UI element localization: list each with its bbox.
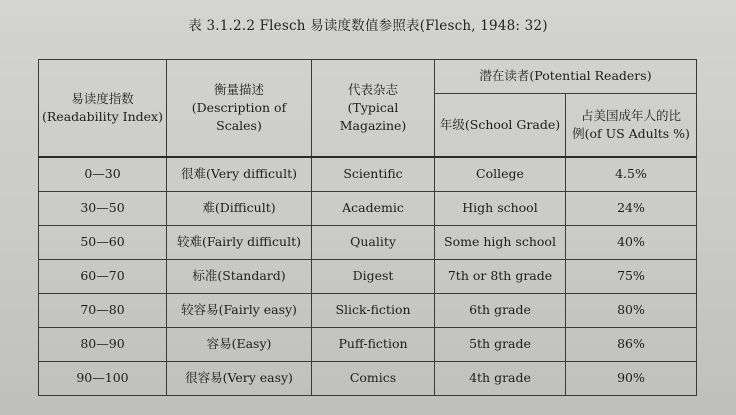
cell-scale: 标准(Standard)	[167, 260, 312, 294]
header-school-grade: 年级(School Grade)	[435, 94, 566, 158]
cell-index: 90—100	[39, 362, 167, 396]
header-us-adults-percent	[566, 94, 697, 158]
table-row	[39, 260, 697, 294]
cell-grade: 6th grade	[435, 294, 566, 328]
header-magazine-en: (Typical Magazine)	[339, 99, 407, 134]
flesch-readability-table	[38, 59, 697, 396]
cell-grade: 4th grade	[435, 362, 566, 396]
cell-adults: 40%	[566, 226, 697, 260]
header-scales-zh: 衡量描述	[213, 81, 264, 97]
cell-index: 70—80	[39, 294, 167, 328]
cell-scale: 容易(Easy)	[167, 328, 312, 362]
cell-magazine: Academic	[312, 192, 435, 226]
header-potential-readers: 潜在读者(Potential Readers)	[435, 60, 697, 94]
table-caption: 表 3.1.2.2 Flesch 易读度数值参照表(Flesch, 1948: 32)	[188, 18, 548, 34]
cell-scale: 很容易(Very easy)	[167, 362, 312, 396]
cell-scale: 较难(Fairly difficult)	[167, 226, 312, 260]
cell-adults: 86%	[566, 328, 697, 362]
table-row	[39, 226, 697, 260]
cell-adults: 4.5%	[566, 157, 697, 192]
header-description-of-scales	[167, 60, 312, 158]
cell-grade: College	[435, 157, 566, 192]
table-row	[39, 157, 697, 192]
header-typical-magazine	[312, 60, 435, 158]
cell-magazine: Quality	[312, 226, 435, 260]
cell-magazine: Digest	[312, 260, 435, 294]
cell-grade: High school	[435, 192, 566, 226]
cell-scale: 很难(Very difficult)	[167, 157, 312, 192]
cell-grade: Some high school	[435, 226, 566, 260]
cell-index: 0—30	[39, 157, 167, 192]
cell-scale: 难(Difficult)	[167, 192, 312, 226]
table-row	[39, 192, 697, 226]
header-readability-index-en: (Readability Index)	[42, 109, 163, 124]
cell-adults: 75%	[566, 260, 697, 294]
cell-index: 30—50	[39, 192, 167, 226]
cell-magazine: Puff-fiction	[312, 328, 435, 362]
cell-grade: 5th grade	[435, 328, 566, 362]
table-row	[39, 362, 697, 396]
cell-adults: 90%	[566, 362, 697, 396]
table-row	[39, 294, 697, 328]
cell-adults: 24%	[566, 192, 697, 226]
cell-grade: 7th or 8th grade	[435, 260, 566, 294]
cell-index: 60—70	[39, 260, 167, 294]
cell-index: 80—90	[39, 328, 167, 362]
cell-adults: 80%	[566, 294, 697, 328]
cell-magazine: Comics	[312, 362, 435, 396]
header-adults-line-2: 例(of US Adults %)	[572, 126, 690, 141]
header-scales-en: (Description of Scales)	[191, 99, 287, 134]
header-magazine-zh: 代表杂志	[347, 81, 398, 97]
cell-index: 50—60	[39, 226, 167, 260]
cell-magazine: Scientific	[312, 157, 435, 192]
header-adults-line-1: 占美国成年人的比	[580, 107, 681, 123]
cell-magazine: Slick-fiction	[312, 294, 435, 328]
table-row	[39, 328, 697, 362]
header-readability-index	[39, 60, 167, 158]
cell-scale: 较容易(Fairly easy)	[167, 294, 312, 328]
header-readability-index-zh: 易读度指数	[71, 90, 134, 106]
